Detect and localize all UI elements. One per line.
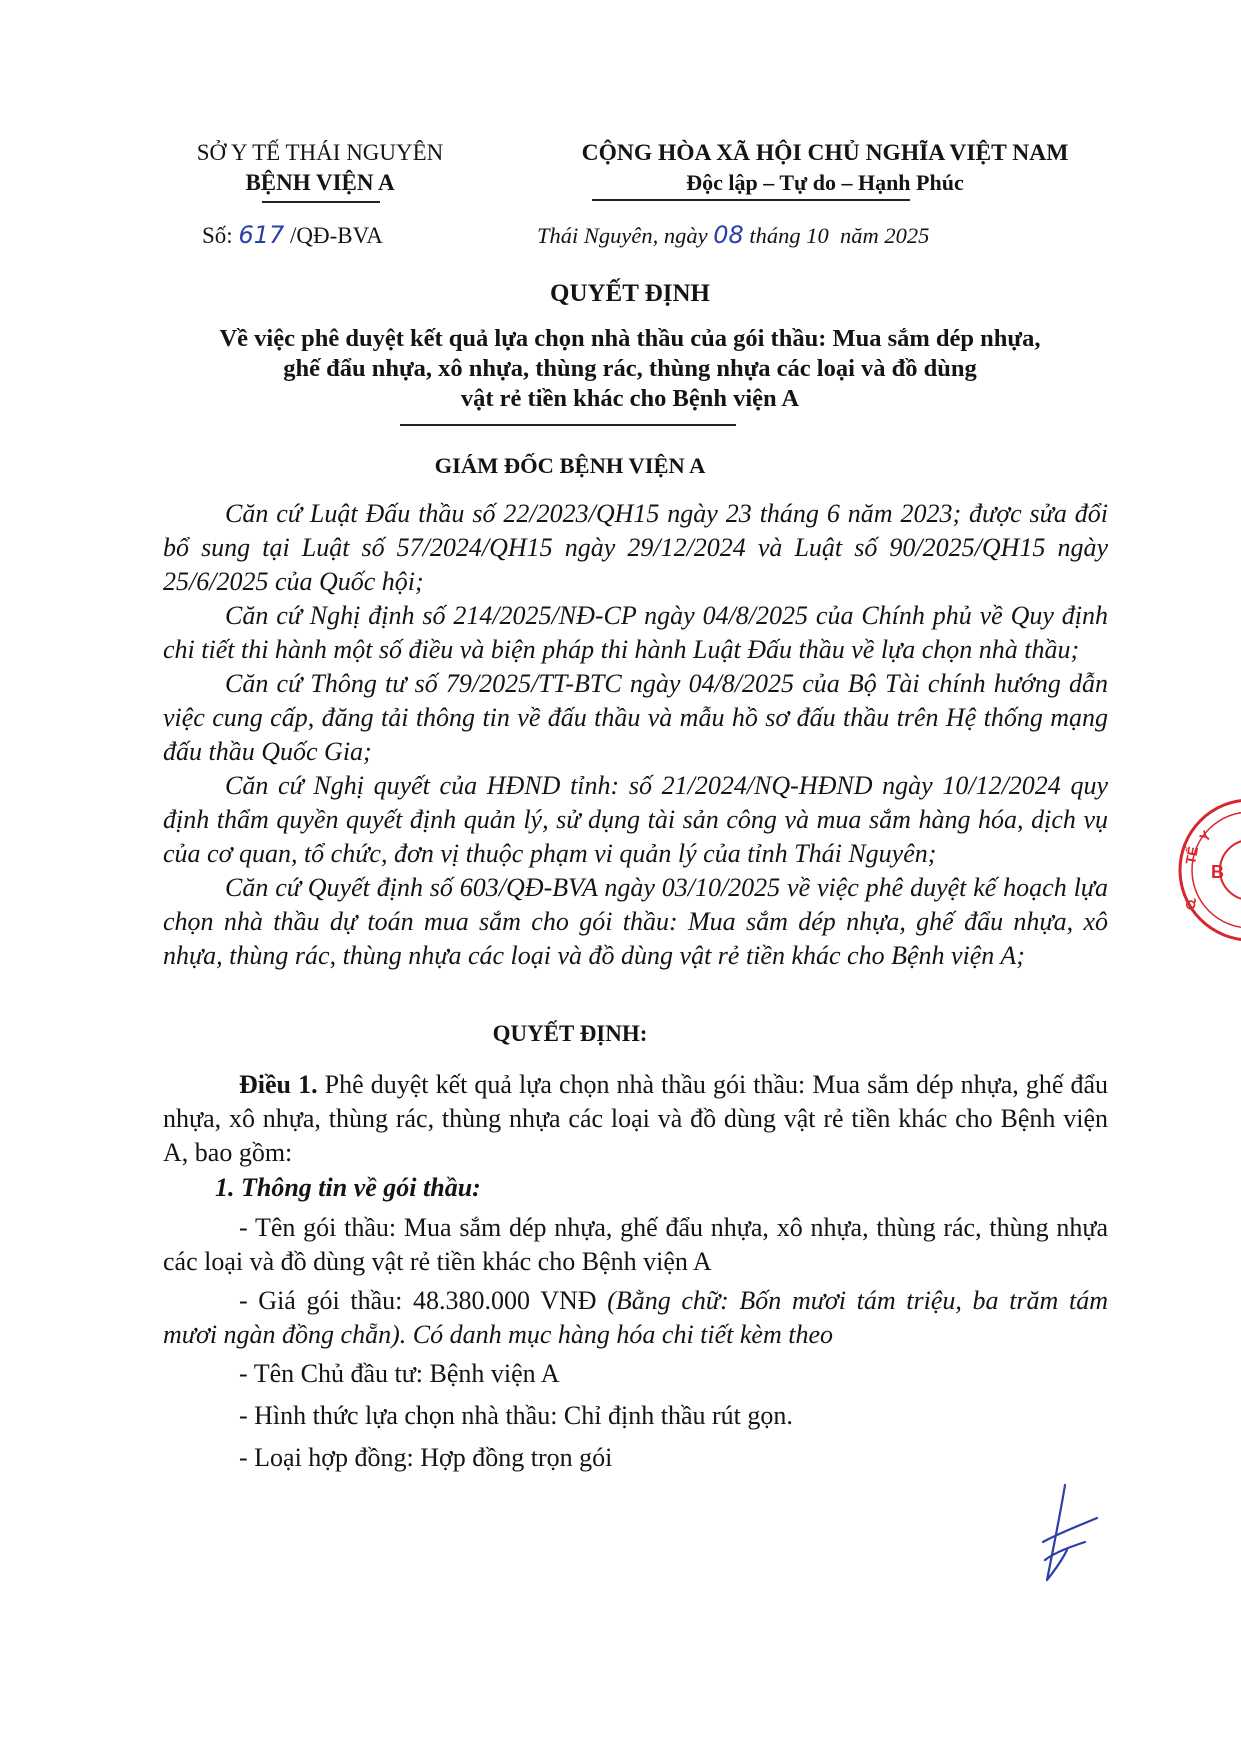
svg-text:B: B xyxy=(1211,862,1224,882)
decision-heading: QUYẾT ĐỊNH: xyxy=(492,1021,648,1046)
package-price xyxy=(163,1284,1108,1352)
number-suffix: /QĐ-BVA xyxy=(290,223,383,248)
selection-method-text: - Hình thức lựa chọn nhà thầu: Chỉ định thầu rút gọn. xyxy=(239,1401,793,1430)
subject-line-3: vật rẻ tiền khác cho Bệnh viện A xyxy=(460,385,800,412)
svg-text:Q: Q xyxy=(1181,896,1200,913)
section-1-heading: 1. Thông tin về gói thầu: xyxy=(215,1173,481,1202)
subject-line-1: Về việc phê duyệt kết quả lựa chọn nhà thầu của gói thầu: Mua sắm dép nhựa, xyxy=(219,325,1041,352)
investor-name xyxy=(163,1357,1108,1391)
motto-underline xyxy=(592,199,910,201)
issue-date xyxy=(537,221,929,249)
motto: Độc lập – Tự do – Hạnh Phúc xyxy=(686,170,964,195)
date-prefix: Thái Nguyên, ngày xyxy=(537,223,708,248)
number-prefix: Số: xyxy=(202,223,233,248)
article-1-label: Điều 1. xyxy=(239,1070,318,1099)
investor-text: - Tên Chủ đầu tư: Bệnh viện A xyxy=(239,1359,560,1388)
subject-line-2: ghế đẩu nhựa, xô nhựa, thùng rác, thùng nhựa các loại và đồ dùng xyxy=(283,355,977,382)
subject-underline xyxy=(400,424,736,426)
signature-initials xyxy=(1025,1480,1105,1590)
legal-basis xyxy=(163,497,1108,973)
svg-text:TẾ: TẾ xyxy=(1182,845,1202,866)
article-1-text: Phê duyệt kết quả lựa chọn nhà thầu gói thầu: Mua sắm dép nhựa, ghế đẩu nhựa, xô nhựa, thùng rác, thùng nhựa các loại và đồ dùng vật rẻ tiền khác cho Bệnh viện A, bao gồm: xyxy=(163,1070,1109,1167)
legal-basis-item: Căn cứ Nghị định số 214/2025/NĐ-CP ngày 04/8/2025 của Chính phủ về Quy định chi tiết thi hành một số điều và biện pháp thi hành Luật Đấu thầu về lựa chọn nhà thầu; xyxy=(163,601,1108,664)
date-day-handwritten: 08 xyxy=(713,221,744,249)
legal-basis-item: Căn cứ Quyết định số 603/QĐ-BVA ngày 03/10/2025 về việc phê duyệt kế hoạch lựa chọn nhà thầu dự toán mua sắm cho gói thầu: Mua sắm dép nhựa, ghế đẩu nhựa, xô nhựa, thùng rác, thùng nhựa các loại và đồ dùng vật rẻ tiền khác cho Bệnh viện A; xyxy=(163,873,1108,970)
legal-basis-item: Căn cứ Luật Đấu thầu số 22/2023/QH15 ngày 23 tháng 6 năm 2023; được sửa đổi bổ sung tại Luật số 57/2024/QH15 ngày 29/12/2024 và Luật số 90/2025/QH15 ngày 25/6/2025 của Quốc hội; xyxy=(163,499,1108,596)
selection-method xyxy=(163,1399,1108,1433)
document-title: QUYẾT ĐỊNH xyxy=(550,280,710,307)
number-handwritten: 617 xyxy=(238,221,285,249)
article-1 xyxy=(163,1068,1108,1170)
document-number xyxy=(202,221,383,249)
price-in-words: (Bằng chữ: Bốn mươi tám triệu, ba trăm tám mươi ngàn đồng chẵn). Có danh mục hàng hóa chi tiết kèm theo xyxy=(163,1286,1108,1349)
svg-text:Y: Y xyxy=(1196,827,1215,845)
agency-name: BỆNH VIỆN A xyxy=(245,170,395,195)
legal-basis-item: Căn cứ Nghị quyết của HĐND tỉnh: số 21/2024/NQ-HĐND ngày 10/12/2024 quy định thẩm quyền quyết định quản lý, sử dụng tài sản công và mua sắm hàng hóa, dịch vụ của cơ quan, tổ chức, đơn vị thuộc phạm vi quản lý của tỉnh Thái Nguyên; xyxy=(163,771,1108,868)
price-label: - Giá gói thầu: 48.380.000 VNĐ xyxy=(239,1286,597,1315)
agency-parent: SỞ Y TẾ THÁI NGUYÊN xyxy=(196,140,444,165)
legal-basis-item: Căn cứ Thông tư số 79/2025/TT-BTC ngày 04/8/2025 của Bộ Tài chính hướng dẫn việc cung cấp, đăng tải thông tin về đấu thầu và mẫu hồ sơ đấu thầu trên Hệ thống mạng đấu thầu Quốc Gia; xyxy=(163,669,1108,766)
agency-underline xyxy=(262,201,380,203)
package-name-text: - Tên gói thầu: Mua sắm dép nhựa, ghế đẩu nhựa, xô nhựa, thùng rác, thùng nhựa các loại và đồ dùng vật rẻ tiền khác cho Bệnh viện A xyxy=(163,1213,1108,1276)
package-name xyxy=(163,1211,1108,1279)
red-stamp xyxy=(1175,795,1241,945)
contract-type xyxy=(163,1441,1108,1475)
contract-type-text: - Loại hợp đồng: Hợp đồng trọn gói xyxy=(239,1443,613,1472)
issuing-authority: GIÁM ĐỐC BỆNH VIỆN A xyxy=(434,453,706,478)
date-suffix: tháng 10 năm 2025 xyxy=(749,223,930,248)
country-name: CỘNG HÒA XÃ HỘI CHỦ NGHĨA VIỆT NAM xyxy=(581,140,1069,166)
